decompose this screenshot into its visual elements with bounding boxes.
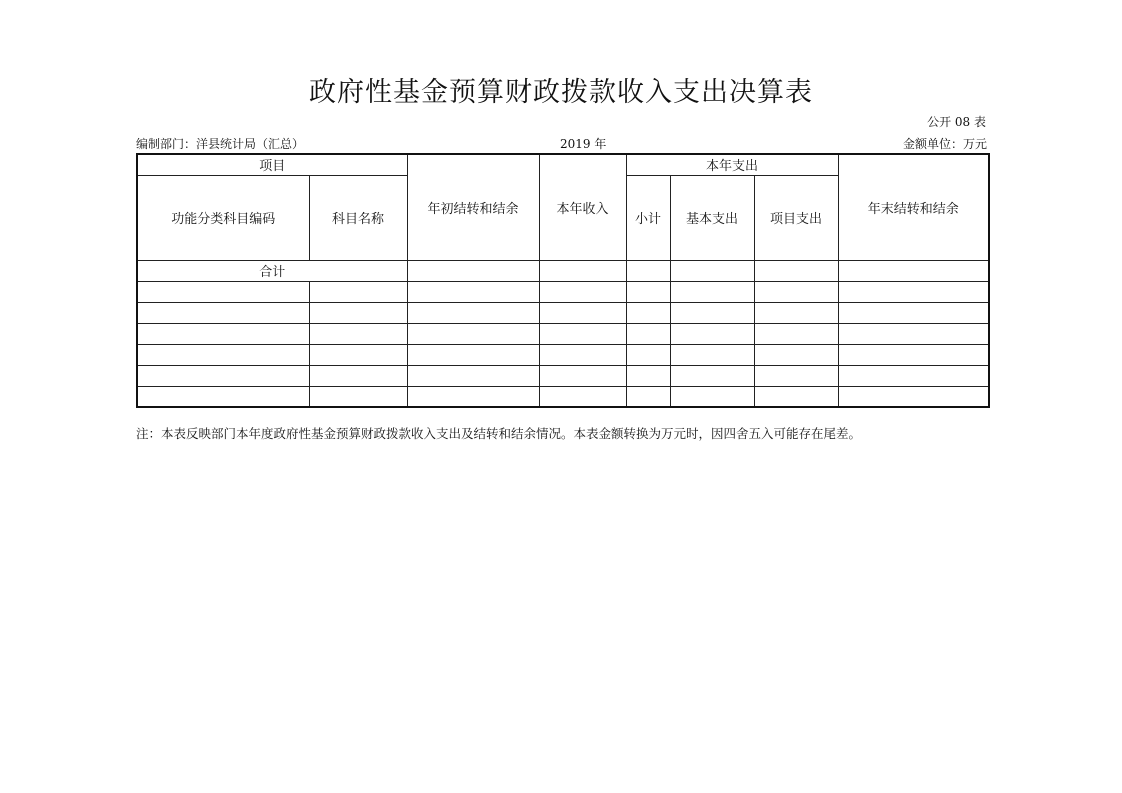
table-cell	[626, 344, 670, 365]
table-cell	[754, 260, 838, 281]
header-subject-name: 科目名称	[309, 175, 407, 260]
header-func-code: 功能分类科目编码	[137, 175, 309, 260]
table-cell	[539, 281, 626, 302]
table-row	[137, 302, 989, 323]
table-cell	[539, 386, 626, 407]
total-row	[137, 260, 989, 281]
table-body	[137, 281, 989, 407]
table-cell	[407, 281, 539, 302]
table-row	[137, 365, 989, 386]
header-row-1	[137, 154, 989, 175]
table-cell	[626, 386, 670, 407]
table-row	[137, 344, 989, 365]
meta-row	[136, 135, 987, 151]
header-closing-balance: 年末结转和结余	[838, 154, 989, 260]
table-cell	[754, 302, 838, 323]
table-cell	[838, 260, 989, 281]
table-cell	[407, 260, 539, 281]
total-label: 合计	[137, 260, 407, 281]
table-cell	[670, 260, 754, 281]
table-cell	[626, 323, 670, 344]
table-cell	[539, 323, 626, 344]
table-cell	[670, 365, 754, 386]
table-cell	[754, 386, 838, 407]
budget-table	[136, 153, 990, 408]
table-cell	[838, 323, 989, 344]
table-cell	[309, 302, 407, 323]
table-cell	[309, 323, 407, 344]
table-cell	[838, 302, 989, 323]
footnote: 注：本表反映部门本年度政府性基金预算财政拨款收入支出及结转和结余情况。本表金额转换为万元时，因四舍五入可能存在尾差。	[136, 426, 862, 441]
table-cell	[407, 323, 539, 344]
year-label: 2019 年	[560, 137, 607, 151]
table-cell	[754, 344, 838, 365]
table-cell	[539, 260, 626, 281]
table-cell	[670, 323, 754, 344]
table-cell	[838, 281, 989, 302]
table-cell	[407, 302, 539, 323]
department-label: 编制部门：洋县统计局（汇总）	[136, 137, 305, 151]
table-cell	[407, 386, 539, 407]
table-cell	[670, 302, 754, 323]
table-cell	[754, 323, 838, 344]
table-cell	[754, 365, 838, 386]
form-number: 公开 08 表	[927, 115, 986, 129]
table-cell	[137, 281, 309, 302]
header-income: 本年收入	[539, 154, 626, 260]
table-cell	[137, 365, 309, 386]
header-expenditure: 本年支出	[626, 154, 838, 175]
table-cell	[838, 365, 989, 386]
header-project: 项目	[137, 154, 407, 175]
table-cell	[309, 344, 407, 365]
table-cell	[838, 386, 989, 407]
header-project-exp: 项目支出	[754, 175, 838, 260]
page-title: 政府性基金预算财政拨款收入支出决算表	[309, 77, 813, 108]
table-cell	[626, 302, 670, 323]
table-cell	[309, 365, 407, 386]
unit-label: 金额单位：万元	[902, 137, 987, 151]
table-cell	[137, 323, 309, 344]
header-subtotal: 小计	[626, 175, 670, 260]
table-cell	[539, 302, 626, 323]
table-cell	[754, 281, 838, 302]
table-cell	[626, 260, 670, 281]
table-cell	[539, 344, 626, 365]
table-cell	[309, 281, 407, 302]
table-cell	[539, 365, 626, 386]
table-cell	[838, 344, 989, 365]
table-cell	[137, 386, 309, 407]
header-opening-balance: 年初结转和结余	[407, 154, 539, 260]
table-row	[137, 323, 989, 344]
table-row	[137, 281, 989, 302]
table-cell	[407, 365, 539, 386]
table-cell	[670, 344, 754, 365]
table-cell	[137, 344, 309, 365]
table-cell	[626, 281, 670, 302]
table-cell	[137, 302, 309, 323]
table-cell	[309, 386, 407, 407]
table-row	[137, 386, 989, 407]
table-cell	[407, 344, 539, 365]
table-cell	[626, 365, 670, 386]
table-cell	[670, 281, 754, 302]
header-basic: 基本支出	[670, 175, 754, 260]
table-cell	[670, 386, 754, 407]
